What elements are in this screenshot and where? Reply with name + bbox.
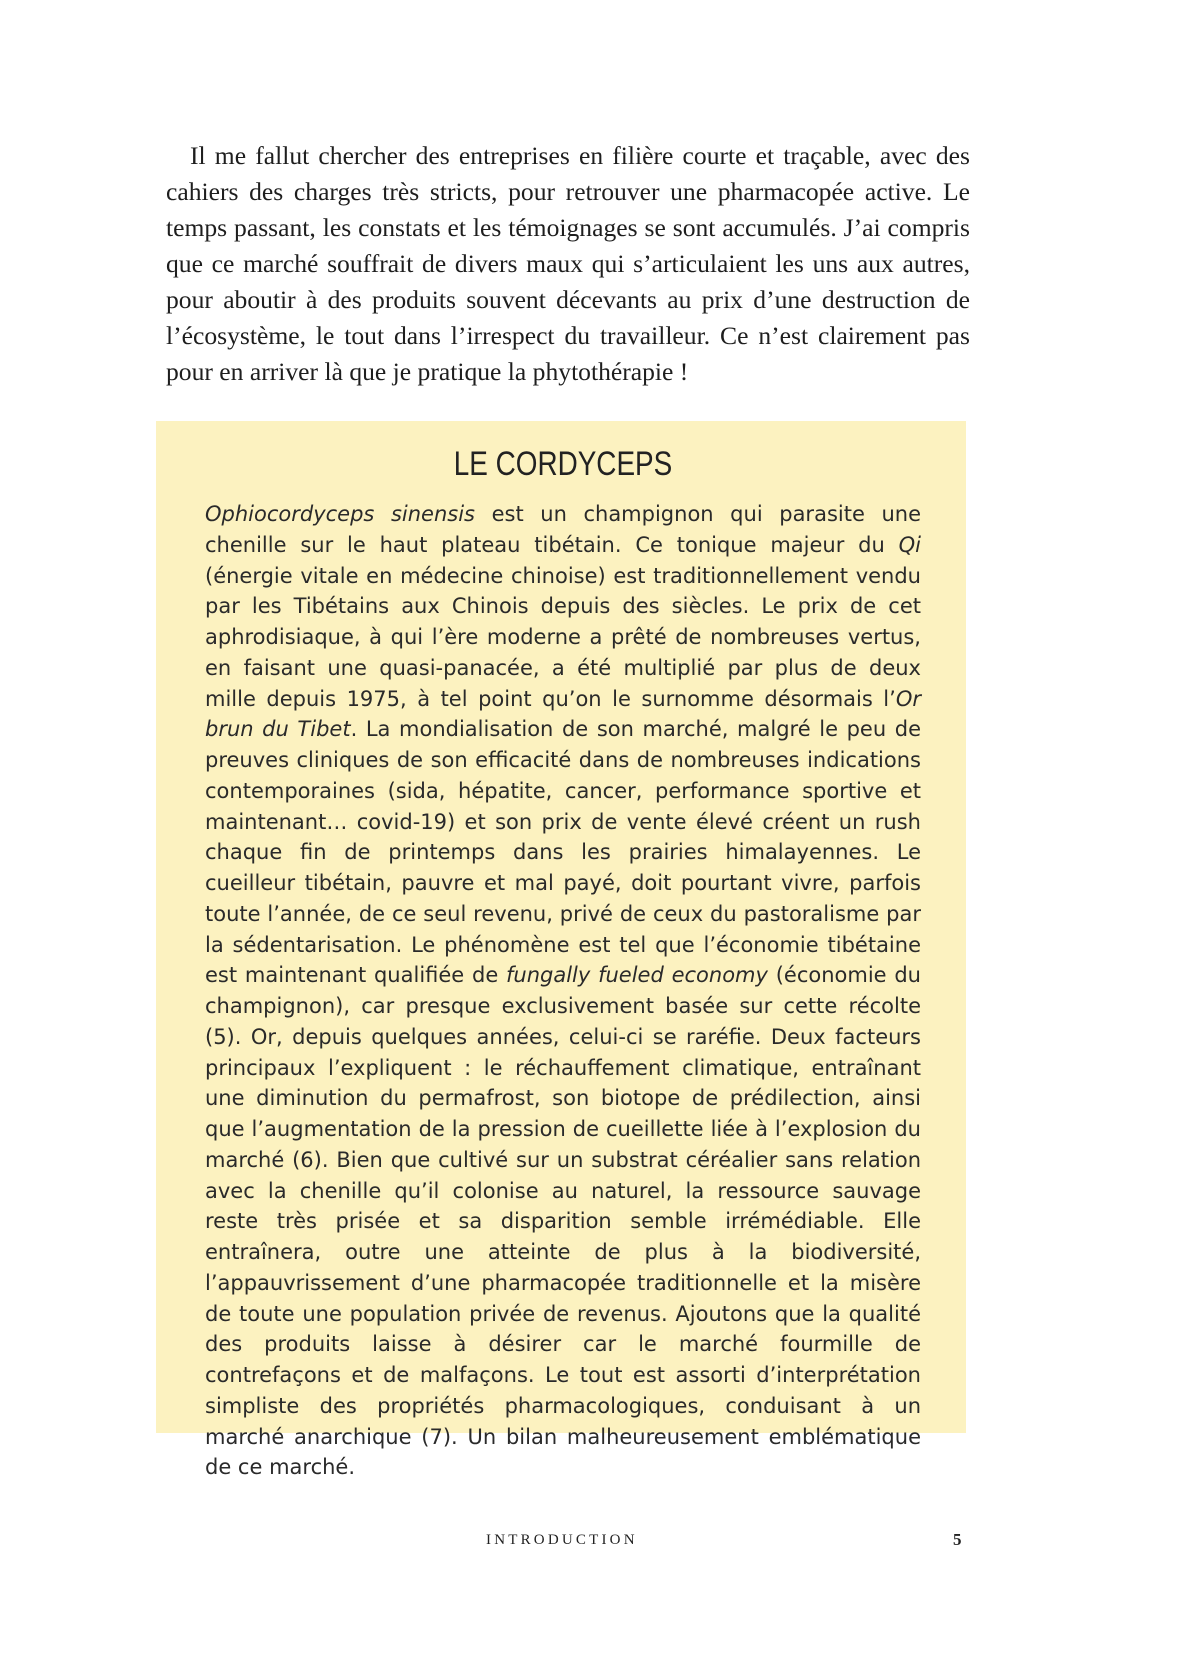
sidebar-paragraph bbox=[205, 499, 921, 1483]
cordyceps-sidebar-box bbox=[156, 421, 966, 1480]
sidebar-text-segment: . La mondialisation de son marché, malgré le peu de preuves cliniques de son efficacité dans de nombreuses indications contemporaines (sida, hépatite, cancer, performance sportive et maintenant… covid-19) et son prix de vente élevé créent un rush chaque fin de printemps dans les prairies himalayennes. Le cueilleur tibétain, pauvre et mal payé, doit pourtant vivre, parfois toute l’année, de ce seul revenu, privé de ceux du pastoralisme par la sédentarisation. Le phénomène est tel que l’économie tibétaine est maintenant qualifiée de bbox=[205, 717, 921, 988]
or-brun-term: Or brun du Tibet bbox=[205, 686, 921, 742]
sidebar-text-segment: est un champignon qui parasite une chenille sur le haut plateau tibétain. Ce tonique majeur du bbox=[205, 502, 921, 557]
intro-paragraph: Il me fallut chercher des entreprises en filière courte et traçable, avec des cahiers des charges très stricts, pour retrouver une pharmacopée active. Le temps passant, les constats et les témoignages se sont accumulés. J’ai compris que ce marché souffrait de divers maux qui s’articulaient les uns aux autres, pour aboutir à des produits souvent décevants au prix d’une destruction de l’écosystème, le tout dans l’irrespect du travailleur. Ce n’est clairement pas pour en arriver là que je pratique la phytothérapie ! bbox=[166, 141, 970, 386]
sidebar-text-segment: (énergie vitale en médecine chinoise) est traditionnellement vendu par les Tibétains aux Chinois depuis des siècles. Le prix de cet aphrodisiaque, à qui l’ère moderne a prêté de nombreuses vertus, en faisant une quasi-panacée, a été multiplié par plus de deux mille depuis 1975, à tel point qu’on le surnomme désormais l’ bbox=[205, 563, 921, 711]
species-name: Ophiocordyceps sinensis bbox=[205, 502, 475, 526]
fungally-term: fungally fueled economy bbox=[506, 963, 768, 988]
running-head: INTRODUCTION bbox=[486, 1532, 638, 1548]
page-number: 5 bbox=[953, 1530, 962, 1549]
sidebar-text-segment: (économie du champignon), car presque exclusivement basée sur cette récolte (5). Or, depuis quelques années, celui-ci se raréfie. Deux facteurs principaux l’expliquent : le réchauffement climatique, entraînant une diminution du permafrost, son biotope de prédilection, ainsi que l’augmentation de la pression de cueillette liée à l’explosion du marché (6). Bien que cultivé sur un substrat céréalier sans relation avec la chenille qu’il colonise au naturel, la ressource sauvage reste très prisée et sa disparition semble irrémédiable. Elle entraînera, outre une atteinte de plus à la biodiversité, l’appauvrissement d’une pharmacopée traditionnelle et la misère de toute une population privée de revenus. Ajoutons que la qualité des produits laisse à désirer car le marché fourmille de contrefaçons et de malfaçons. Le tout est assorti d’interprétation simpliste des propriétés pharmacologiques, conduisant à un marché anarchique (7). Un bilan malheureusement emblématique de ce marché. bbox=[205, 963, 921, 1480]
sidebar-title: LE CORDYCEPS bbox=[453, 445, 673, 483]
qi-term: Qi bbox=[898, 532, 921, 557]
